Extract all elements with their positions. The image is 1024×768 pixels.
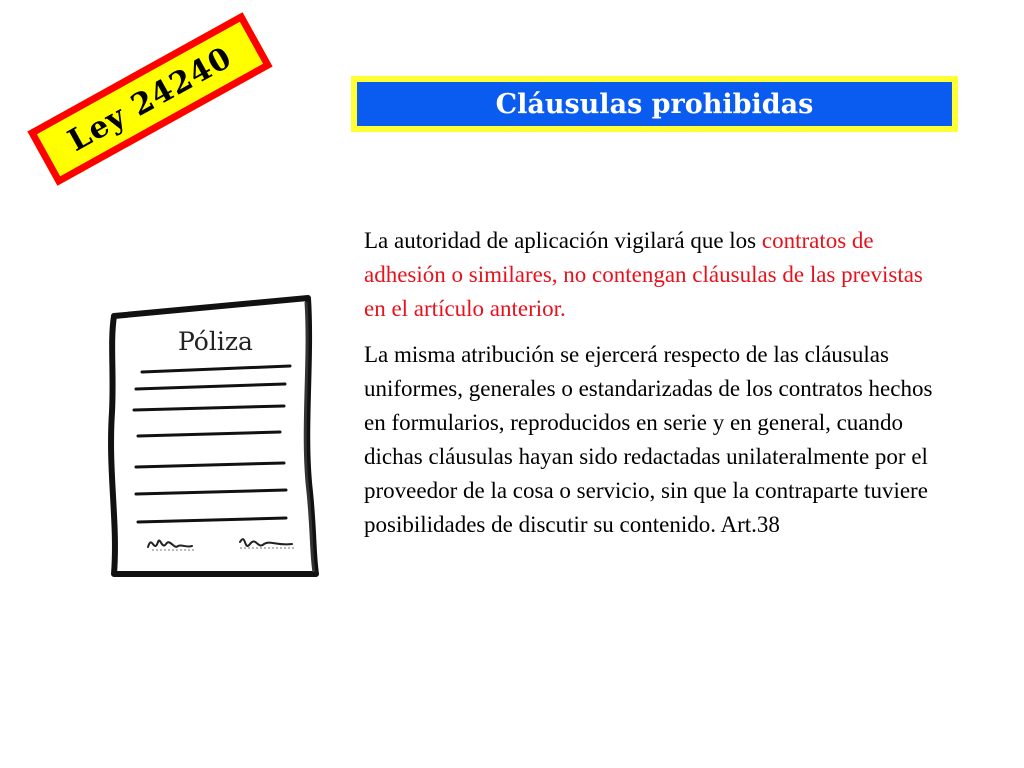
page-title: Cláusulas prohibidas bbox=[495, 88, 814, 120]
policy-document-icon bbox=[100, 292, 325, 584]
law-badge bbox=[27, 12, 272, 185]
paragraph-2: La misma atribución se ejercerá respecto de las cláusulas uniformes, generales o estandarizadas de los contratos hechos en formularios, reproducidos en serie y en general, cuando dichas cláusulas hayan sido redactadas unilateralmente por el proveedor de la cosa o servicio, sin que la contraparte tuviere posibilidades de discutir su contenido. Art.38 bbox=[364, 342, 933, 537]
paragraph-1 bbox=[364, 224, 949, 326]
law-badge-label: Ley 24240 bbox=[62, 39, 238, 159]
title-banner bbox=[351, 76, 958, 132]
paragraph-1-lead: La autoridad de aplicación vigilará que los bbox=[364, 228, 762, 253]
paragraph-1-highlight: contratos de adhesión o similares, no contengan cláusulas de las previstas en el artículo anterior. bbox=[364, 228, 923, 321]
policy-label: Póliza bbox=[178, 327, 253, 356]
article-text bbox=[364, 224, 949, 542]
